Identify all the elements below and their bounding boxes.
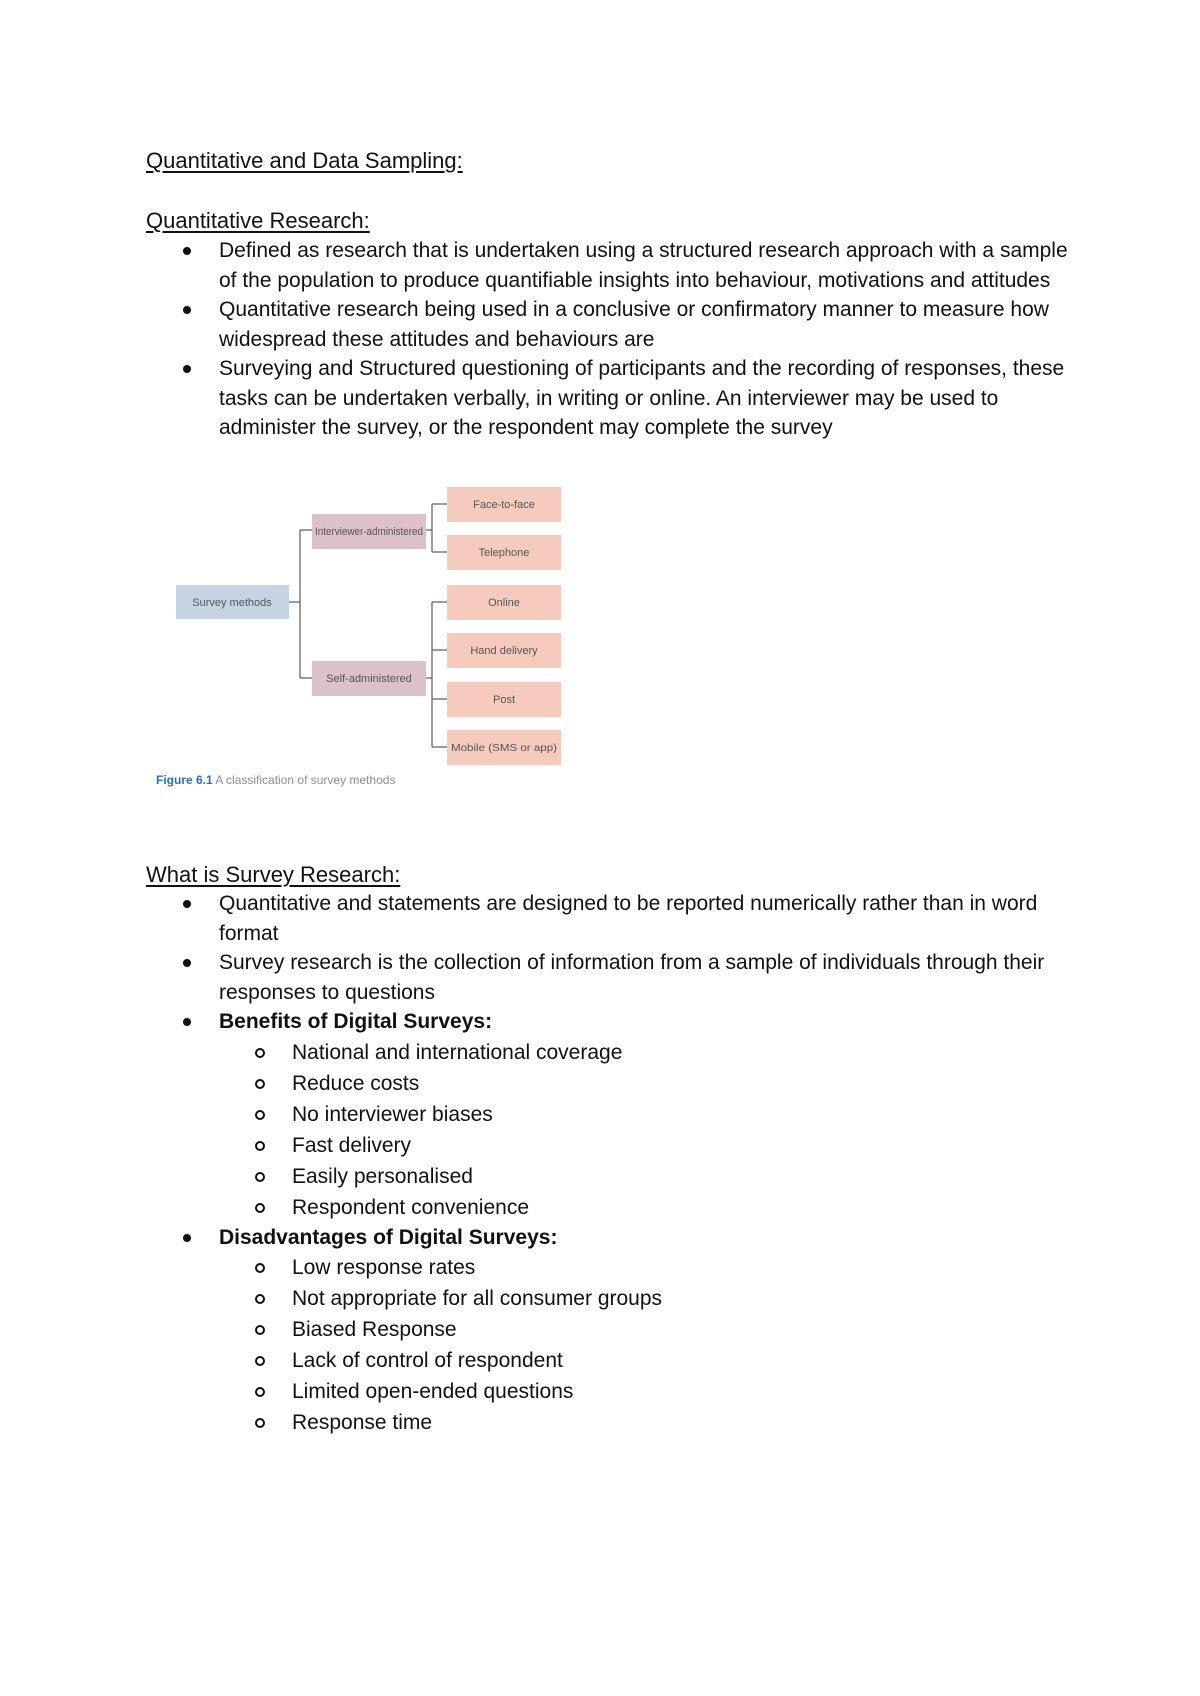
survey-research-list xyxy=(146,889,1086,1438)
list-item-text: Biased Response xyxy=(292,1318,457,1341)
bullet-icon xyxy=(183,959,191,967)
document-title: Quantitative and Data Sampling: xyxy=(146,148,463,173)
list-item-text: Response time xyxy=(292,1411,433,1434)
node-mobile xyxy=(447,730,561,765)
bullet-icon xyxy=(183,1018,191,1026)
list-item-text: No interviewer biases xyxy=(292,1102,493,1126)
list-item xyxy=(219,1192,1086,1223)
list-item xyxy=(219,1345,1086,1376)
list-item-text: Quantitative and statements are designed to be reported numerically rather than in word format xyxy=(219,892,1038,945)
figure-caption-text: A classification of survey methods xyxy=(215,773,396,787)
list-item xyxy=(219,1252,1086,1283)
sub-bullet-icon xyxy=(255,1079,265,1089)
list-item xyxy=(219,1161,1086,1192)
sub-bullet-icon xyxy=(255,1110,265,1120)
sub-bullet-icon xyxy=(255,1172,265,1182)
node-label: Mobile (SMS or app) xyxy=(451,743,557,754)
node-label: Interviewer-administered xyxy=(315,526,423,538)
list-item-text: Quantitative research being used in a conclusive or confirmatory manner to measure how widespread these attitudes and behaviours are xyxy=(219,298,1049,351)
list-item-text: Survey research is the collection of information from a sample of individuals through their responses to questions xyxy=(219,951,1045,1004)
node-label: Survey methods xyxy=(192,597,272,609)
list-item xyxy=(146,236,1086,295)
sub-bullet-icon xyxy=(255,1325,265,1335)
node-self-administered xyxy=(312,661,426,696)
list-item-text: Defined as research that is undertaken using a structured research approach with a sample of the population to produce quantifiable insights into behaviour, motivations and attitudes xyxy=(219,239,1068,292)
list-item xyxy=(219,1037,1086,1068)
quantitative-research-list xyxy=(146,236,1086,443)
list-item xyxy=(219,1283,1086,1314)
node-label: Telephone xyxy=(478,547,530,559)
node-face-to-face xyxy=(447,487,561,522)
list-item-text: Surveying and Structured questioning of participants and the recording of responses, these tasks can be undertaken verbally, in writing or online. An interviewer may be used to administer the survey, or the respondent may complete the survey xyxy=(219,357,1065,439)
figure-caption xyxy=(156,773,395,787)
list-item-text: Easily personalised xyxy=(292,1164,473,1188)
section-heading-survey-research: What is Survey Research: xyxy=(146,862,401,887)
sub-bullet-icon xyxy=(255,1048,265,1058)
bullet-icon xyxy=(183,365,191,373)
list-item-text: Respondent convenience xyxy=(292,1195,530,1219)
sub-bullet-icon xyxy=(255,1387,265,1397)
node-interviewer-administered xyxy=(312,514,426,549)
list-item xyxy=(146,295,1086,354)
list-item xyxy=(219,1376,1086,1407)
bullet-icon xyxy=(183,247,191,255)
sub-bullet-icon xyxy=(255,1294,265,1304)
node-label: Online xyxy=(488,597,520,609)
list-item xyxy=(146,889,1086,948)
benefits-label: Benefits of Digital Surveys: xyxy=(219,1010,493,1033)
list-item-text: Limited open-ended questions xyxy=(292,1380,574,1403)
list-item xyxy=(219,1068,1086,1099)
list-item-text: Low response rates xyxy=(292,1256,476,1279)
list-item xyxy=(219,1130,1086,1161)
bullet-icon xyxy=(183,306,191,314)
list-item xyxy=(219,1099,1086,1130)
list-item-text: Fast delivery xyxy=(292,1133,412,1157)
node-label: Face-to-face xyxy=(473,499,535,511)
sub-bullet-icon xyxy=(255,1263,265,1273)
node-telephone xyxy=(447,535,561,570)
disadvantages-list xyxy=(219,1252,1086,1438)
benefits-list xyxy=(219,1037,1086,1223)
survey-methods-diagram xyxy=(160,480,580,800)
node-survey-methods xyxy=(176,585,289,619)
list-item-text: National and international coverage xyxy=(292,1040,623,1064)
list-item xyxy=(219,1407,1086,1438)
list-item-benefits xyxy=(146,1007,1086,1223)
section-heading-quantitative-research: Quantitative Research: xyxy=(146,208,370,233)
node-post xyxy=(447,682,561,717)
list-item-text: Reduce costs xyxy=(292,1071,420,1095)
sub-bullet-icon xyxy=(255,1356,265,1366)
list-item-disadvantages xyxy=(146,1223,1086,1439)
sub-bullet-icon xyxy=(255,1203,265,1213)
list-item xyxy=(219,1314,1086,1345)
node-label: Hand delivery xyxy=(470,645,538,657)
node-hand-delivery xyxy=(447,633,561,668)
figure-caption-label: Figure 6.1 xyxy=(156,773,213,787)
list-item xyxy=(146,354,1086,443)
disadvantages-label: Disadvantages of Digital Surveys: xyxy=(219,1225,558,1249)
sub-bullet-icon xyxy=(255,1418,265,1428)
node-label: Post xyxy=(492,694,516,706)
list-item xyxy=(146,948,1086,1007)
bullet-icon xyxy=(183,900,191,908)
list-item-text: Not appropriate for all consumer groups xyxy=(292,1287,663,1310)
list-item-text: Lack of control of respondent xyxy=(292,1349,563,1372)
node-online xyxy=(447,585,561,620)
node-label: Self-administered xyxy=(326,673,412,685)
bullet-icon xyxy=(183,1234,191,1242)
sub-bullet-icon xyxy=(255,1141,265,1151)
